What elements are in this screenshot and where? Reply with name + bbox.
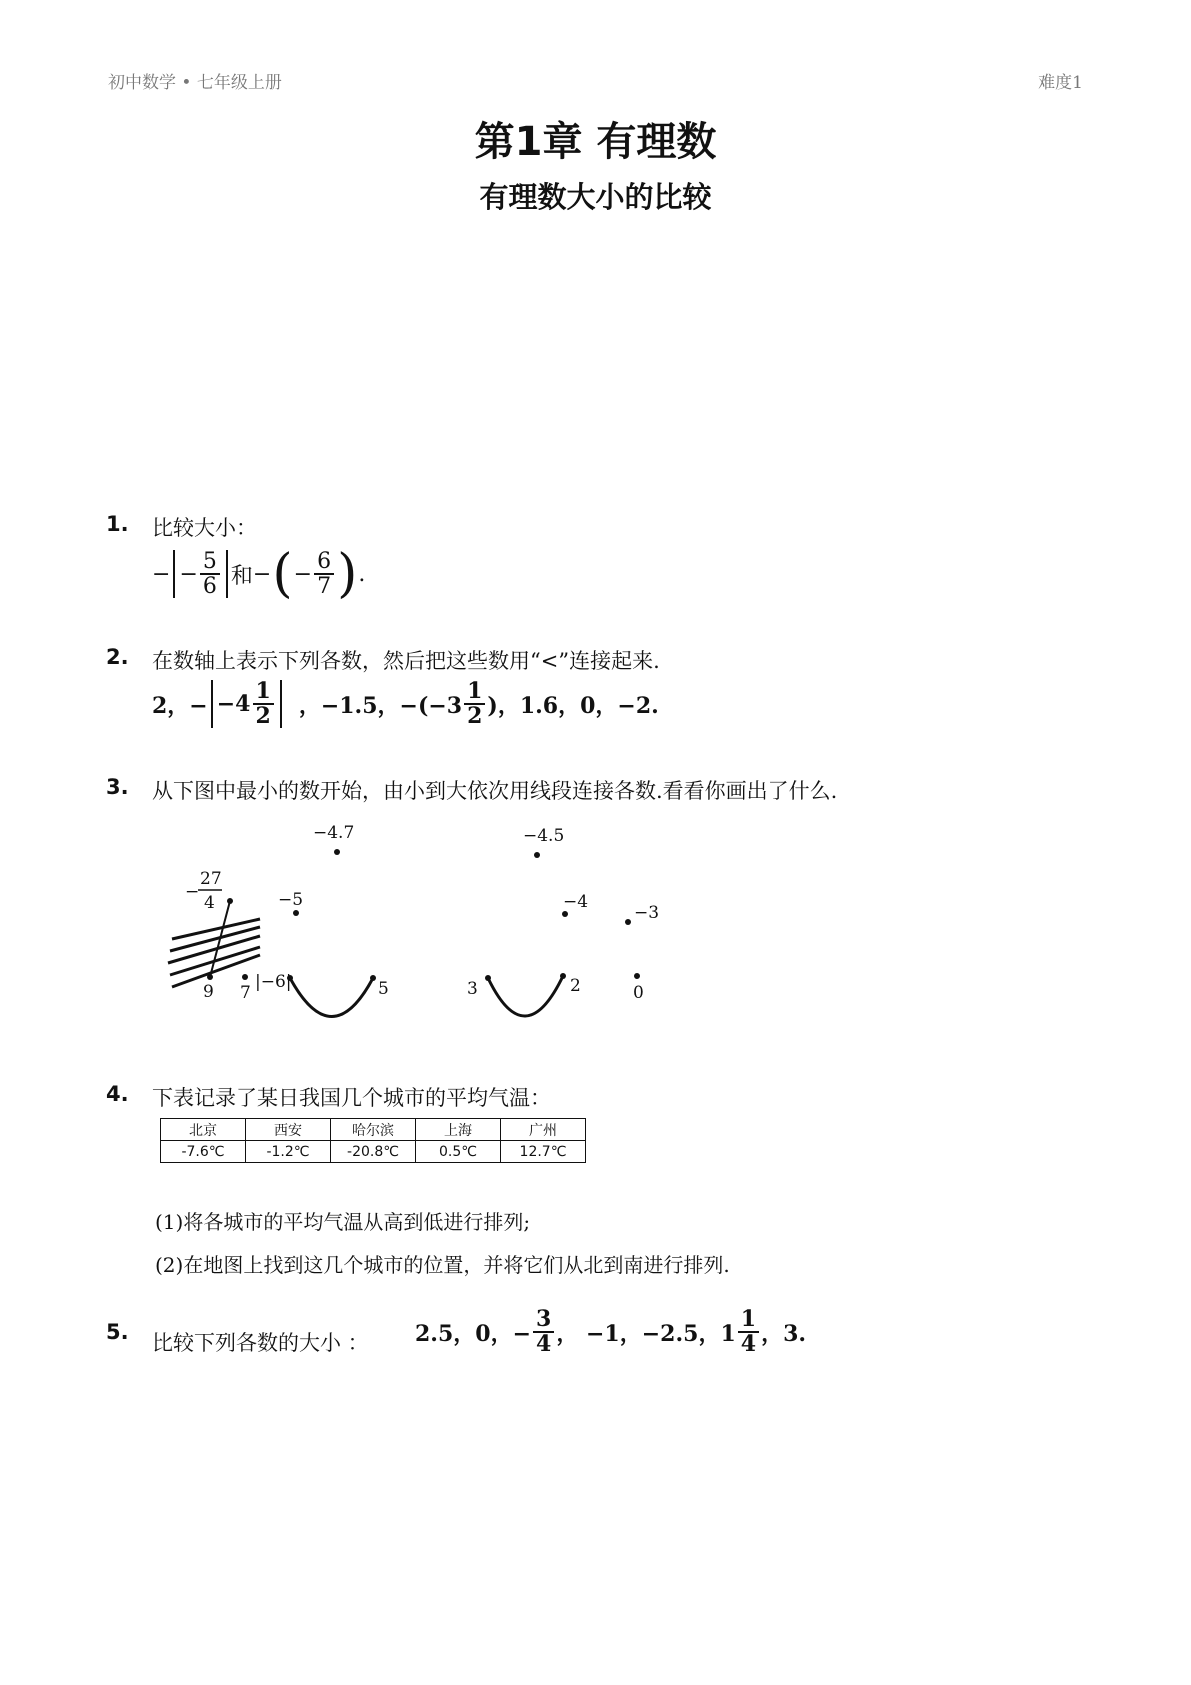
q2-part-b: ，−1.5，−(−3 [298, 692, 463, 719]
q2-frac1-num: 1 [253, 680, 274, 705]
city-cell: 西安 [246, 1119, 331, 1141]
q1-frac1 [200, 550, 220, 598]
q3-text: 从下图中最小的数开始，由小到大依次用线段连接各数.看看你画出了什么. [152, 779, 838, 803]
q1-frac2-den: 7 [317, 574, 332, 599]
smile-arc-left [290, 978, 373, 1017]
q5-expression [415, 1308, 806, 1356]
label-neg-4: −4 [563, 892, 589, 912]
q5-frac1 [533, 1308, 554, 1356]
q2-expression [152, 680, 659, 728]
dot-7 [242, 974, 248, 980]
q1-frac2-num: 6 [314, 550, 334, 575]
q1-neg2: − [252, 561, 272, 587]
dot-neg-4-5 [534, 852, 540, 858]
q2-part-c: )，1.6，0，−2. [487, 692, 659, 719]
q4-sub1: (1)将各城市的平均气温从高到低进行排列; [155, 1210, 531, 1234]
q2-frac2 [464, 680, 485, 728]
dot-neg-3 [625, 919, 631, 925]
label-neg-4-7: −4.7 [313, 823, 355, 843]
page-subtitle: 有理数大小的比较 [479, 180, 712, 214]
label-5: 5 [378, 979, 389, 999]
q2-frac1 [253, 680, 274, 728]
label-neg-27-4-minus: − [185, 882, 200, 902]
city-cell: 哈尔滨 [331, 1119, 416, 1141]
q3-dot-figure [160, 815, 680, 1035]
temperature-table [160, 1118, 586, 1163]
label-7: 7 [240, 983, 251, 1003]
q1-abs [173, 550, 227, 598]
label-neg-3: −3 [634, 903, 660, 923]
q4-number: 4. [106, 1082, 129, 1106]
header-right: 难度1 [1038, 73, 1083, 93]
table-row-cities [161, 1119, 586, 1141]
q1-frac2 [314, 550, 334, 598]
q1-lparen: ( [272, 544, 293, 604]
city-cell: 广州 [501, 1119, 586, 1141]
q1-expression [152, 544, 366, 604]
dot-0 [634, 973, 640, 979]
q2-part-a: 2，− [152, 692, 208, 719]
q1-neg: − [152, 561, 171, 587]
q1-number: 1. [106, 512, 129, 536]
q5-part-b: ， −1，−2.5，1 [556, 1320, 736, 1347]
q2-frac1-den: 2 [255, 703, 271, 730]
q4-sub2: (2)在地图上找到这几个城市的位置，并将它们从北到南进行排列. [155, 1253, 730, 1277]
label-abs-6: |−6| [255, 972, 292, 992]
q5-number: 5. [106, 1320, 129, 1344]
table-row-temps [161, 1141, 586, 1163]
q2-number: 2. [106, 645, 129, 669]
city-cell: 上海 [416, 1119, 501, 1141]
temp-cell: -20.8℃ [331, 1141, 416, 1163]
q2-frac2-den: 2 [467, 703, 483, 730]
dot-neg-5 [293, 910, 299, 916]
label-0: 0 [633, 983, 644, 1003]
q4-text: 下表记录了某日我国几个城市的平均气温： [152, 1086, 551, 1110]
q1-minus2: − [293, 561, 313, 587]
q2-frac2-num: 1 [464, 680, 485, 705]
temp-cell: 12.7℃ [501, 1141, 586, 1163]
q5-frac2-den: 4 [740, 1331, 757, 1358]
q2-abs [211, 680, 282, 728]
q2-abs-inner: −4 [216, 691, 251, 718]
q1-he: 和 [230, 563, 253, 589]
header-left: 初中数学 • 七年级上册 [108, 73, 282, 93]
q5-text: 比较下列各数的大小 ： [152, 1331, 369, 1355]
q5-frac1-num: 3 [533, 1308, 554, 1333]
q5-part-a: 2.5，0，− [415, 1320, 532, 1347]
q1-inner-minus: − [179, 561, 198, 587]
temp-cell: -7.6℃ [161, 1141, 246, 1163]
label-2: 2 [570, 976, 581, 996]
label-neg-27-4-num: 27 [200, 869, 222, 889]
q1-dot: . [358, 561, 366, 587]
q1-frac1-den: 6 [202, 574, 217, 599]
label-3: 3 [467, 979, 478, 999]
q5-part-c: ，3. [761, 1320, 807, 1347]
whisker-lines [168, 901, 260, 987]
label-9: 9 [203, 982, 214, 1002]
q1-frac1-num: 5 [200, 550, 220, 575]
q2-text: 在数轴上表示下列各数，然后把这些数用“<”连接起来. [152, 649, 660, 673]
label-neg-4-5: −4.5 [523, 826, 565, 846]
q5-frac1-den: 4 [536, 1331, 552, 1358]
temp-cell: 0.5℃ [416, 1141, 501, 1163]
city-cell: 北京 [161, 1119, 246, 1141]
temp-cell: -1.2℃ [246, 1141, 331, 1163]
label-neg-5: −5 [278, 890, 304, 910]
page-title: 第1章 有理数 [474, 119, 717, 165]
smile-arc-right [488, 976, 563, 1016]
label-neg-27-4-den: 4 [204, 893, 215, 913]
q1-rparen: ) [337, 544, 358, 604]
q3-number: 3. [106, 775, 129, 799]
q1-text: 比较大小： [152, 516, 257, 540]
q5-frac2-num: 1 [738, 1308, 759, 1333]
dot-neg-4-7 [334, 849, 340, 855]
q5-frac2 [738, 1308, 759, 1356]
